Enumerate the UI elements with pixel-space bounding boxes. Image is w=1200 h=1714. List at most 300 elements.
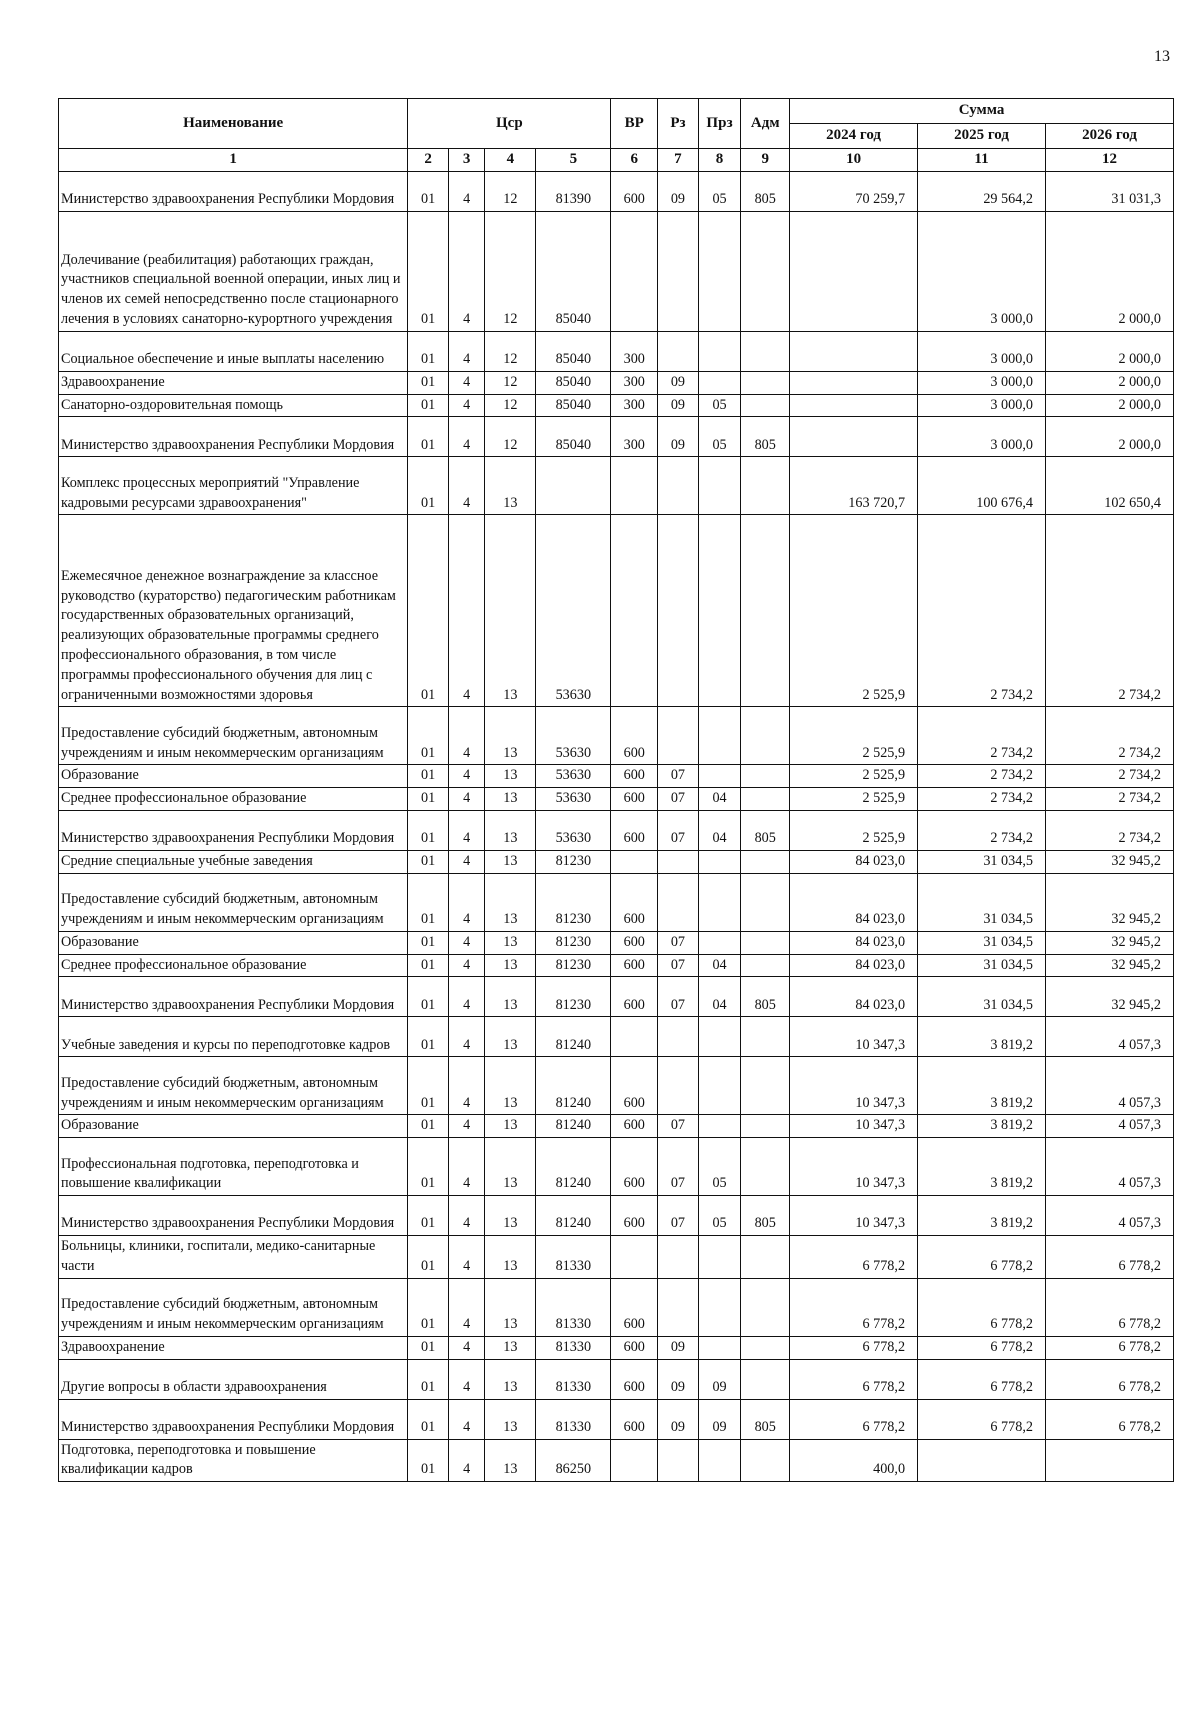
csr-part-2: 4: [448, 850, 485, 873]
rz-code: 07: [658, 954, 699, 977]
row-name: Министерство здравоохранения Республики Мордовия: [59, 977, 408, 1017]
prz-code: 09: [698, 1399, 741, 1439]
csr-part-2: 4: [448, 1399, 485, 1439]
vr-code: 600: [611, 1057, 658, 1115]
rz-code: 07: [658, 810, 699, 850]
sum-2024: 84 023,0: [790, 873, 918, 931]
sum-2026: 32 945,2: [1045, 977, 1173, 1017]
sum-2026: 2 000,0: [1045, 331, 1173, 371]
column-number: 2: [408, 149, 449, 172]
rz-code: 07: [658, 788, 699, 811]
csr-part-3: 13: [485, 1138, 536, 1196]
row-name: Предоставление субсидий бюджетным, автономным учреждениям и иным некоммерческим организациям: [59, 1278, 408, 1336]
table-row: [59, 810, 1174, 850]
vr-code: [611, 1439, 658, 1482]
csr-part-3: 13: [485, 1399, 536, 1439]
csr-part-3: 12: [485, 171, 536, 211]
table-row: [59, 1196, 1174, 1236]
vr-code: 600: [611, 171, 658, 211]
rz-code: 09: [658, 1399, 699, 1439]
vr-code: 600: [611, 1196, 658, 1236]
sum-2026: 32 945,2: [1045, 850, 1173, 873]
sum-2024: 84 023,0: [790, 931, 918, 954]
rz-code: 07: [658, 931, 699, 954]
csr-part-3: 13: [485, 1439, 536, 1482]
prz-code: 05: [698, 171, 741, 211]
vr-code: 300: [611, 371, 658, 394]
sum-2024: 84 023,0: [790, 977, 918, 1017]
table-row: [59, 1399, 1174, 1439]
csr-part-4: 85040: [536, 394, 611, 417]
sum-2026: 6 778,2: [1045, 1236, 1173, 1279]
header-rz: Рз: [658, 99, 699, 149]
rz-code: [658, 1057, 699, 1115]
sum-2026: 2 000,0: [1045, 371, 1173, 394]
csr-part-4: 81330: [536, 1399, 611, 1439]
adm-code: [741, 788, 790, 811]
csr-part-1: 01: [408, 331, 449, 371]
csr-part-2: 4: [448, 211, 485, 331]
adm-code: [741, 331, 790, 371]
sum-2026: 2 000,0: [1045, 417, 1173, 457]
sum-2024: 163 720,7: [790, 457, 918, 515]
prz-code: [698, 1439, 741, 1482]
sum-2025: 31 034,5: [918, 873, 1046, 931]
rz-code: [658, 1439, 699, 1482]
csr-part-4: 81230: [536, 850, 611, 873]
sum-2026: 4 057,3: [1045, 1115, 1173, 1138]
sum-2026: 102 650,4: [1045, 457, 1173, 515]
sum-2024: 10 347,3: [790, 1115, 918, 1138]
csr-part-1: 01: [408, 1138, 449, 1196]
sum-2024: 84 023,0: [790, 954, 918, 977]
adm-code: [741, 1439, 790, 1482]
vr-code: 600: [611, 954, 658, 977]
csr-part-3: 13: [485, 931, 536, 954]
csr-part-2: 4: [448, 1115, 485, 1138]
csr-part-3: 13: [485, 810, 536, 850]
sum-2025: 29 564,2: [918, 171, 1046, 211]
rz-code: [658, 515, 699, 707]
column-number: 8: [698, 149, 741, 172]
sum-2026: 6 778,2: [1045, 1399, 1173, 1439]
csr-part-4: 81330: [536, 1278, 611, 1336]
sum-2025: 3 000,0: [918, 394, 1046, 417]
adm-code: [741, 1017, 790, 1057]
csr-part-2: 4: [448, 371, 485, 394]
prz-code: [698, 1115, 741, 1138]
rz-code: [658, 1017, 699, 1057]
table-row: [59, 1057, 1174, 1115]
sum-2024: [790, 331, 918, 371]
table-row: [59, 1439, 1174, 1482]
sum-2024: 84 023,0: [790, 850, 918, 873]
csr-part-1: 01: [408, 850, 449, 873]
sum-2024: 10 347,3: [790, 1138, 918, 1196]
csr-part-2: 4: [448, 1359, 485, 1399]
row-name: Долечивание (реабилитация) работающих граждан, участников специальной военной операции, иных лиц и членов их семей непосредственно после стационарного лечения в условиях санаторно-курортного учреждения: [59, 211, 408, 331]
prz-code: 05: [698, 417, 741, 457]
prz-code: [698, 211, 741, 331]
column-number: 6: [611, 149, 658, 172]
vr-code: 300: [611, 331, 658, 371]
adm-code: 805: [741, 417, 790, 457]
sum-2024: 6 778,2: [790, 1336, 918, 1359]
sum-2026: 32 945,2: [1045, 931, 1173, 954]
csr-part-2: 4: [448, 331, 485, 371]
csr-part-3: 13: [485, 1057, 536, 1115]
prz-code: [698, 931, 741, 954]
csr-part-1: 01: [408, 371, 449, 394]
row-name: Здравоохранение: [59, 1336, 408, 1359]
row-name: Среднее профессиональное образование: [59, 954, 408, 977]
csr-part-1: 01: [408, 765, 449, 788]
csr-part-4: 81330: [536, 1359, 611, 1399]
adm-code: [741, 1115, 790, 1138]
csr-part-1: 01: [408, 394, 449, 417]
csr-part-3: 13: [485, 1236, 536, 1279]
column-number: 4: [485, 149, 536, 172]
csr-part-4: 53630: [536, 707, 611, 765]
table-row: [59, 954, 1174, 977]
rz-code: 07: [658, 1138, 699, 1196]
sum-2026: 4 057,3: [1045, 1196, 1173, 1236]
row-name: Министерство здравоохранения Республики Мордовия: [59, 417, 408, 457]
sum-2026: 31 031,3: [1045, 171, 1173, 211]
csr-part-3: 13: [485, 954, 536, 977]
sum-2025: 3 819,2: [918, 1196, 1046, 1236]
csr-part-1: 01: [408, 788, 449, 811]
table-row: [59, 515, 1174, 707]
sum-2026: 6 778,2: [1045, 1336, 1173, 1359]
sum-2025: 6 778,2: [918, 1336, 1046, 1359]
csr-part-4: 85040: [536, 417, 611, 457]
sum-2026: [1045, 1439, 1173, 1482]
csr-part-4: 53630: [536, 515, 611, 707]
vr-code: 600: [611, 765, 658, 788]
rz-code: 07: [658, 977, 699, 1017]
sum-2024: [790, 371, 918, 394]
prz-code: [698, 873, 741, 931]
header-prz: Прз: [698, 99, 741, 149]
csr-part-1: 01: [408, 457, 449, 515]
header-name: Наименование: [59, 99, 408, 149]
csr-part-2: 4: [448, 954, 485, 977]
csr-part-2: 4: [448, 1057, 485, 1115]
table-row: [59, 850, 1174, 873]
prz-code: [698, 331, 741, 371]
adm-code: [741, 1278, 790, 1336]
sum-2024: 2 525,9: [790, 810, 918, 850]
csr-part-3: 13: [485, 788, 536, 811]
sum-2026: 2 734,2: [1045, 810, 1173, 850]
vr-code: 600: [611, 1359, 658, 1399]
row-name: Профессиональная подготовка, переподготовка и повышение квалификации: [59, 1138, 408, 1196]
adm-code: [741, 1236, 790, 1279]
sum-2026: 4 057,3: [1045, 1017, 1173, 1057]
table-row: [59, 371, 1174, 394]
csr-part-1: 01: [408, 1017, 449, 1057]
prz-code: [698, 1017, 741, 1057]
adm-code: [741, 371, 790, 394]
adm-code: 805: [741, 1196, 790, 1236]
rz-code: 09: [658, 371, 699, 394]
csr-part-3: 13: [485, 873, 536, 931]
sum-2025: 2 734,2: [918, 707, 1046, 765]
csr-part-2: 4: [448, 1138, 485, 1196]
csr-part-4: 53630: [536, 810, 611, 850]
sum-2025: 2 734,2: [918, 788, 1046, 811]
table-row: [59, 171, 1174, 211]
csr-part-3: 13: [485, 707, 536, 765]
sum-2026: 32 945,2: [1045, 873, 1173, 931]
csr-part-2: 4: [448, 873, 485, 931]
adm-code: [741, 211, 790, 331]
sum-2024: 400,0: [790, 1439, 918, 1482]
sum-2024: [790, 394, 918, 417]
rz-code: [658, 873, 699, 931]
rz-code: 09: [658, 1359, 699, 1399]
sum-2025: 100 676,4: [918, 457, 1046, 515]
row-name: Предоставление субсидий бюджетным, автономным учреждениям и иным некоммерческим организациям: [59, 873, 408, 931]
sum-2025: 3 000,0: [918, 331, 1046, 371]
prz-code: [698, 371, 741, 394]
csr-part-2: 4: [448, 1017, 485, 1057]
row-name: Санаторно-оздоровительная помощь: [59, 394, 408, 417]
sum-2025: 3 000,0: [918, 371, 1046, 394]
row-name: Учебные заведения и курсы по переподготовке кадров: [59, 1017, 408, 1057]
adm-code: [741, 850, 790, 873]
column-number-row: [59, 149, 1174, 172]
csr-part-3: 13: [485, 765, 536, 788]
prz-code: [698, 765, 741, 788]
csr-part-1: 01: [408, 1278, 449, 1336]
sum-2024: 6 778,2: [790, 1359, 918, 1399]
adm-code: [741, 954, 790, 977]
sum-2025: 6 778,2: [918, 1399, 1046, 1439]
csr-part-4: 81240: [536, 1196, 611, 1236]
adm-code: [741, 457, 790, 515]
prz-code: 05: [698, 1138, 741, 1196]
csr-part-1: 01: [408, 873, 449, 931]
table-row: [59, 873, 1174, 931]
row-name: Образование: [59, 1115, 408, 1138]
vr-code: 600: [611, 707, 658, 765]
rz-code: 09: [658, 417, 699, 457]
header-year-2025: 2025 год: [918, 124, 1046, 149]
vr-code: 600: [611, 977, 658, 1017]
csr-part-2: 4: [448, 977, 485, 1017]
table-row: [59, 931, 1174, 954]
csr-part-1: 01: [408, 977, 449, 1017]
row-name: Подготовка, переподготовка и повышение квалификации кадров: [59, 1439, 408, 1482]
csr-part-2: 4: [448, 765, 485, 788]
rz-code: [658, 707, 699, 765]
table-row: [59, 394, 1174, 417]
row-name: Комплекс процессных мероприятий "Управление кадровыми ресурсами здравоохранения": [59, 457, 408, 515]
sum-2026: 2 734,2: [1045, 788, 1173, 811]
prz-code: [698, 707, 741, 765]
prz-code: 04: [698, 810, 741, 850]
header-year-2024: 2024 год: [790, 124, 918, 149]
table-row: [59, 707, 1174, 765]
adm-code: 805: [741, 171, 790, 211]
csr-part-1: 01: [408, 810, 449, 850]
csr-part-3: 13: [485, 1196, 536, 1236]
vr-code: [611, 211, 658, 331]
column-number: 7: [658, 149, 699, 172]
csr-part-4: 81230: [536, 977, 611, 1017]
column-number: 1: [59, 149, 408, 172]
budget-table: [58, 98, 1174, 1482]
rz-code: 09: [658, 171, 699, 211]
table-row: [59, 788, 1174, 811]
header-vr: ВР: [611, 99, 658, 149]
csr-part-2: 4: [448, 417, 485, 457]
sum-2025: 3 819,2: [918, 1057, 1046, 1115]
prz-code: [698, 850, 741, 873]
table-row: [59, 1359, 1174, 1399]
sum-2024: 10 347,3: [790, 1196, 918, 1236]
column-number: 10: [790, 149, 918, 172]
csr-part-4: 81240: [536, 1057, 611, 1115]
adm-code: [741, 515, 790, 707]
row-name: Ежемесячное денежное вознаграждение за классное руководство (кураторство) педагогическим работникам государственных образовательных организаций, реализующих образовательные программы среднего профессионального образования, в том числе программы профессионального обучения для лиц с ограниченными возможностями здоровья: [59, 515, 408, 707]
table-body: [59, 171, 1174, 1481]
header-year-2026: 2026 год: [1045, 124, 1173, 149]
prz-code: 05: [698, 1196, 741, 1236]
csr-part-1: 01: [408, 171, 449, 211]
table-row: [59, 1138, 1174, 1196]
sum-2024: [790, 417, 918, 457]
sum-2024: 70 259,7: [790, 171, 918, 211]
csr-part-3: 13: [485, 1278, 536, 1336]
csr-part-4: 85040: [536, 211, 611, 331]
prz-code: [698, 1336, 741, 1359]
sum-2025: 31 034,5: [918, 931, 1046, 954]
vr-code: [611, 457, 658, 515]
table-row: [59, 1017, 1174, 1057]
csr-part-2: 4: [448, 931, 485, 954]
prz-code: 04: [698, 788, 741, 811]
csr-part-3: 12: [485, 394, 536, 417]
sum-2024: 6 778,2: [790, 1278, 918, 1336]
sum-2024: 2 525,9: [790, 515, 918, 707]
csr-part-2: 4: [448, 457, 485, 515]
row-name: Здравоохранение: [59, 371, 408, 394]
csr-part-4: 86250: [536, 1439, 611, 1482]
rz-code: 07: [658, 1196, 699, 1236]
vr-code: 600: [611, 873, 658, 931]
sum-2025: 2 734,2: [918, 810, 1046, 850]
adm-code: [741, 707, 790, 765]
column-number: 12: [1045, 149, 1173, 172]
row-name: Предоставление субсидий бюджетным, автономным учреждениям и иным некоммерческим организациям: [59, 707, 408, 765]
header-summa: Сумма: [790, 99, 1174, 124]
row-name: Министерство здравоохранения Республики Мордовия: [59, 810, 408, 850]
table-row: [59, 1278, 1174, 1336]
sum-2024: 10 347,3: [790, 1017, 918, 1057]
csr-part-1: 01: [408, 1236, 449, 1279]
sum-2024: 2 525,9: [790, 765, 918, 788]
sum-2026: 4 057,3: [1045, 1138, 1173, 1196]
prz-code: [698, 515, 741, 707]
adm-code: [741, 1359, 790, 1399]
sum-2026: 2 000,0: [1045, 394, 1173, 417]
row-name: Министерство здравоохранения Республики Мордовия: [59, 171, 408, 211]
sum-2025: 2 734,2: [918, 765, 1046, 788]
sum-2024: 6 778,2: [790, 1236, 918, 1279]
sum-2025: 2 734,2: [918, 515, 1046, 707]
rz-code: 09: [658, 394, 699, 417]
csr-part-3: 13: [485, 977, 536, 1017]
vr-code: 600: [611, 1336, 658, 1359]
csr-part-1: 01: [408, 1399, 449, 1439]
table-row: [59, 1236, 1174, 1279]
vr-code: 600: [611, 1115, 658, 1138]
vr-code: 300: [611, 394, 658, 417]
csr-part-1: 01: [408, 1115, 449, 1138]
sum-2025: [918, 1439, 1046, 1482]
row-name: Предоставление субсидий бюджетным, автономным учреждениям и иным некоммерческим организациям: [59, 1057, 408, 1115]
csr-part-4: 81330: [536, 1336, 611, 1359]
sum-2025: 3 000,0: [918, 417, 1046, 457]
rz-code: 09: [658, 1336, 699, 1359]
table-row: [59, 1336, 1174, 1359]
vr-code: 600: [611, 1399, 658, 1439]
row-name: Министерство здравоохранения Республики Мордовия: [59, 1399, 408, 1439]
prz-code: 05: [698, 394, 741, 417]
table-row: [59, 1115, 1174, 1138]
csr-part-1: 01: [408, 1196, 449, 1236]
adm-code: [741, 394, 790, 417]
csr-part-4: 81230: [536, 954, 611, 977]
csr-part-4: 81230: [536, 873, 611, 931]
csr-part-4: 81330: [536, 1236, 611, 1279]
sum-2026: 2 000,0: [1045, 211, 1173, 331]
csr-part-4: 81230: [536, 931, 611, 954]
csr-part-3: 13: [485, 1336, 536, 1359]
rz-code: 07: [658, 1115, 699, 1138]
vr-code: [611, 1017, 658, 1057]
adm-code: [741, 1138, 790, 1196]
column-number: 5: [536, 149, 611, 172]
vr-code: 600: [611, 1138, 658, 1196]
csr-part-3: 13: [485, 1017, 536, 1057]
table-row: [59, 977, 1174, 1017]
row-name: Другие вопросы в области здравоохранения: [59, 1359, 408, 1399]
vr-code: [611, 515, 658, 707]
csr-part-3: 12: [485, 371, 536, 394]
csr-part-2: 4: [448, 1236, 485, 1279]
sum-2024: 6 778,2: [790, 1399, 918, 1439]
sum-2026: 6 778,2: [1045, 1359, 1173, 1399]
adm-code: 805: [741, 1399, 790, 1439]
sum-2025: 3 000,0: [918, 211, 1046, 331]
csr-part-2: 4: [448, 1336, 485, 1359]
csr-part-4: 81240: [536, 1138, 611, 1196]
row-name: Социальное обеспечение и иные выплаты населению: [59, 331, 408, 371]
csr-part-2: 4: [448, 788, 485, 811]
sum-2024: 2 525,9: [790, 707, 918, 765]
csr-part-4: 81240: [536, 1115, 611, 1138]
vr-code: 600: [611, 931, 658, 954]
adm-code: [741, 765, 790, 788]
vr-code: [611, 850, 658, 873]
csr-part-2: 4: [448, 1439, 485, 1482]
csr-part-3: 12: [485, 417, 536, 457]
csr-part-1: 01: [408, 707, 449, 765]
